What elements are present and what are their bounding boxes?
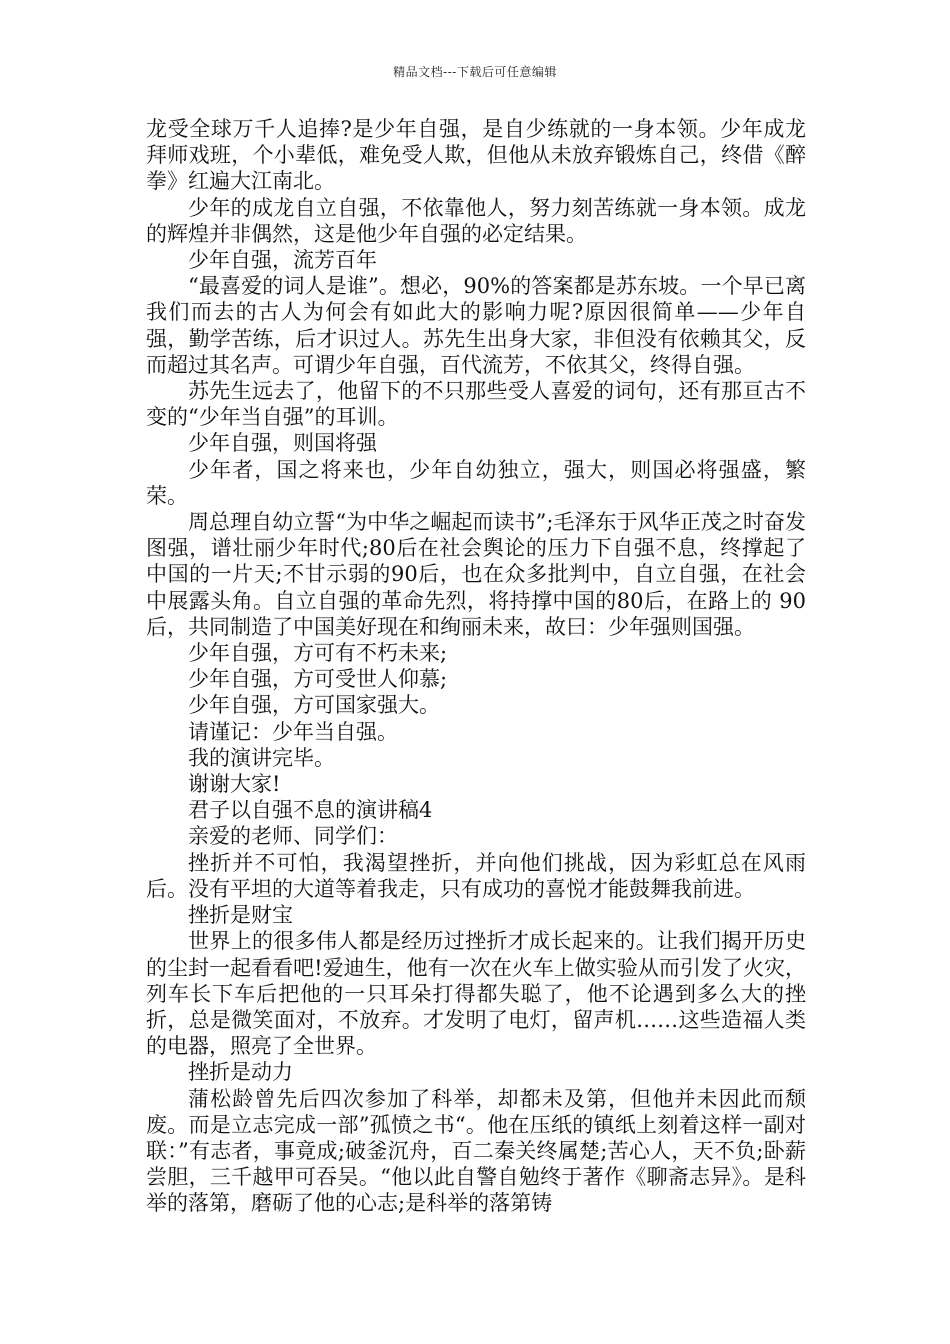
paragraph: “最喜爱的词人是谁”。想必，90%的答案都是苏东坡。一个早已离我们而去的古人为何会有如此大的影响力呢?原因很简单——少年自强，勤学苦练，后才识过人。苏先生出身大家，非但没有依赖其父，反而超过其名声。可谓少年自强，百代流芳，不依其父，终得自强。 xyxy=(146,274,806,377)
paragraph: 少年自强，则国将强 xyxy=(188,431,377,456)
paragraph: 少年自强，方可国家强大。 xyxy=(188,693,440,718)
paragraph: 龙受全球万千人追捧?是少年自强，是自少练就的一身本领。少年成龙拜师戏班，个小辈低，难免受人欺，但他从未放弃锻炼自己，终借《醉拳》红遍大江南北。 xyxy=(146,117,806,194)
paragraph: 少年的成龙自立自强，不依靠他人，努力刻苦练就一身本领。成龙的辉煌并非偶然，这是他少年自强的必定结果。 xyxy=(146,195,806,246)
paragraph: 君子以自强不息的演讲稿4 xyxy=(188,798,433,823)
document-body xyxy=(146,116,806,1217)
paragraph: 亲爱的老师、同学们： xyxy=(188,824,398,849)
paragraph: 少年自强，流芳百年 xyxy=(188,248,377,273)
paragraph: 挫折并不可怕，我渴望挫折，并向他们挑战，因为彩虹总在风雨后。没有平坦的大道等着我走，只有成功的喜悦才能鼓舞我前进。 xyxy=(146,850,806,901)
paragraph: 挫折是动力 xyxy=(188,1060,293,1085)
paragraph: 少年自强，方可有不朽未来; xyxy=(188,641,448,666)
paragraph: 我的演讲完毕。 xyxy=(188,745,335,770)
paragraph: 少年自强，方可受世人仰慕; xyxy=(188,667,448,692)
paragraph: 请谨记：少年当自强。 xyxy=(188,719,398,744)
page-header: 精品文档---下载后可任意编辑 xyxy=(393,65,557,79)
paragraph: 少年者，国之将来也，少年自幼独立，强大，则国必将强盛，繁荣。 xyxy=(146,457,806,508)
paragraph: 世界上的很多伟人都是经历过挫折才成长起来的。让我们揭开历史的尘封一起看看吧!爱迪生，他有一次在火车上做实验从而引发了火灾，列车长下车后把他的一只耳朵打得都失聪了，他不论遇到多么大的挫折，总是微笑面对，不放弃。才发明了电灯，留声机……这些造福人类的电器，照亮了全世界。 xyxy=(146,929,806,1059)
paragraph: 挫折是财宝 xyxy=(188,903,293,928)
paragraph: 苏先生远去了，他留下的不只那些受人喜爱的词句，还有那亘古不变的“少年当自强”的耳训。 xyxy=(146,379,806,430)
paragraph: 谢谢大家! xyxy=(188,772,281,797)
paragraph: 周总理自幼立誓“为中华之崛起而读书”;毛泽东于风华正茂之时奋发图强，谱壮丽少年时代;80后在社会舆论的压力下自强不息，终撑起了中国的一片天;不甘示弱的90后，也在众多批判中，自立自强，在社会中展露头角。自立自强的革命先烈，将持撑中国的80后，在路上的 90后，共同制造了中国美好现在和绚丽未来，故曰：少年强则国强。 xyxy=(146,510,806,639)
paragraph: 蒲松龄曾先后四次参加了科举，却都未及第，但他并未因此而颓废。而是立志完成一部”孤愤之书“。他在压纸的镇纸上刻着这样一副对联：”有志者，事竟成;破釜沉舟，百二秦关终属楚;苦心人，天不负;卧薪尝胆，三千越甲可吞吴。“他以此自警自勉终于著作《聊斋志异》。是科举的落第，磨砺了他的心志;是科举的落第铸 xyxy=(146,1086,806,1216)
